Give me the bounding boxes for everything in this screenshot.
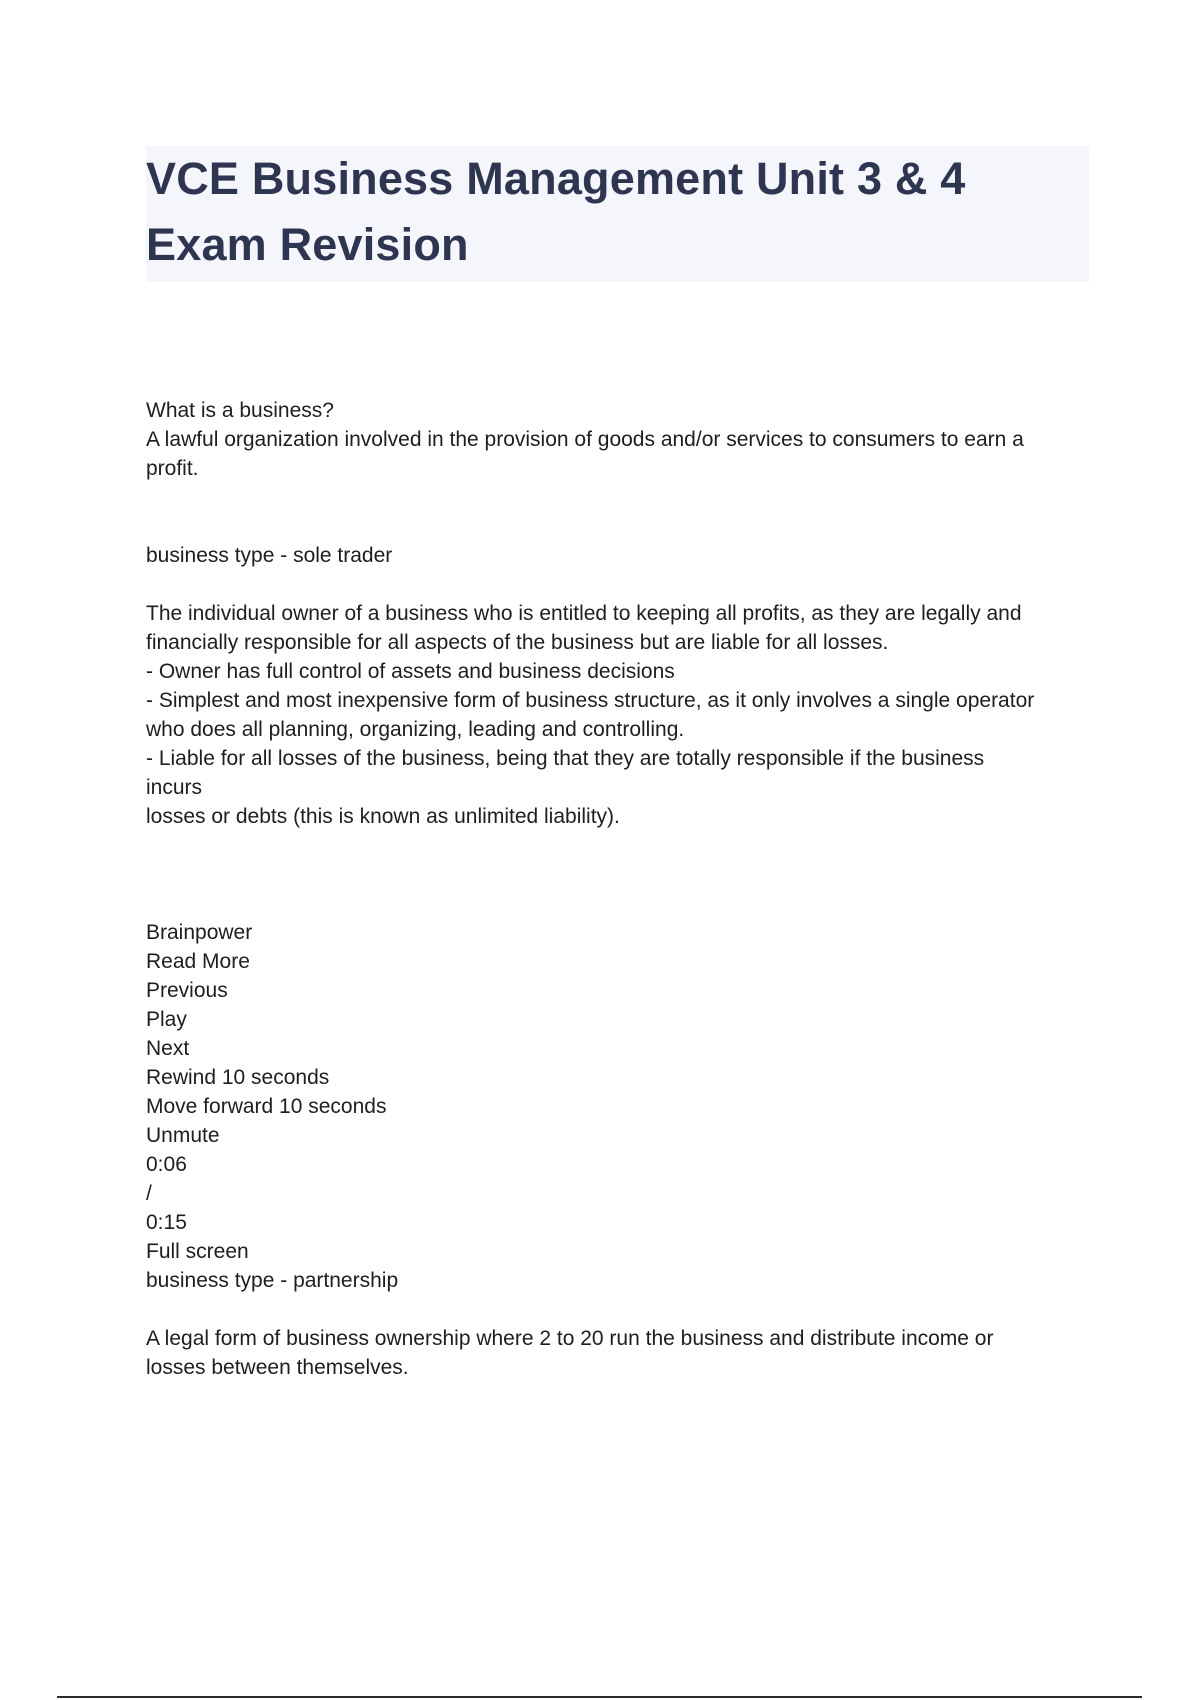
current-time: 0:06	[146, 1153, 187, 1176]
sole-trader-definition-line-5: who does all planning, organizing, leading and controlling.	[146, 718, 685, 741]
sole-trader-definition-line-3: - Owner has full control of assets and business decisions	[146, 660, 675, 683]
partnership-definition-line-1: A legal form of business ownership where 2 to 20 run the business and distribute income or	[146, 1327, 994, 1350]
page-title	[146, 146, 1089, 278]
title-line-2: Exam Revision	[146, 219, 469, 270]
business-question: What is a business?	[146, 399, 334, 422]
sole-trader-definition-line-1: The individual owner of a business who is entitled to keeping all profits, as they are legally and	[146, 602, 1022, 625]
footer-divider	[57, 1696, 1142, 1698]
sole-trader-definition-line-6: - Liable for all losses of the business, being that they are totally responsible if the business	[146, 747, 985, 770]
title-line-1: VCE Business Management Unit 3 & 4	[146, 153, 966, 204]
partnership-definition-line-2: losses between themselves.	[146, 1356, 409, 1379]
sole-trader-section	[146, 541, 1096, 831]
partnership-term: business type - partnership	[146, 1269, 399, 1292]
sole-trader-term: business type - sole trader	[146, 544, 393, 567]
read-more-link[interactable]: Read More	[146, 950, 250, 973]
forward-button[interactable]: Move forward 10 seconds	[146, 1095, 387, 1118]
duration: 0:15	[146, 1211, 187, 1234]
partnership-section	[146, 1266, 1096, 1382]
full-screen-button[interactable]: Full screen	[146, 1240, 249, 1263]
player-brand: Brainpower	[146, 921, 253, 944]
sole-trader-definition-line-2: financially responsible for all aspects of the business but are liable for all losses.	[146, 631, 889, 654]
business-definition-section	[146, 396, 1096, 483]
sole-trader-definition-line-4: - Simplest and most inexpensive form of business structure, as it only involves a single operator	[146, 689, 1035, 712]
time-separator: /	[146, 1182, 152, 1205]
play-button[interactable]: Play	[146, 1008, 187, 1031]
sole-trader-definition-line-8: losses or debts (this is known as unlimited liability).	[146, 805, 620, 828]
sole-trader-definition-line-7: incurs	[146, 776, 203, 799]
unmute-button[interactable]: Unmute	[146, 1124, 220, 1147]
document-body	[146, 396, 1096, 1382]
previous-button[interactable]: Previous	[146, 979, 228, 1002]
business-answer-line-1: A lawful organization involved in the provision of goods and/or services to consumers to earn a	[146, 428, 1024, 451]
business-answer-line-2: profit.	[146, 457, 199, 480]
next-button[interactable]: Next	[146, 1037, 190, 1060]
rewind-button[interactable]: Rewind 10 seconds	[146, 1066, 330, 1089]
video-player-text	[146, 918, 1096, 1266]
title-block	[146, 146, 1089, 282]
